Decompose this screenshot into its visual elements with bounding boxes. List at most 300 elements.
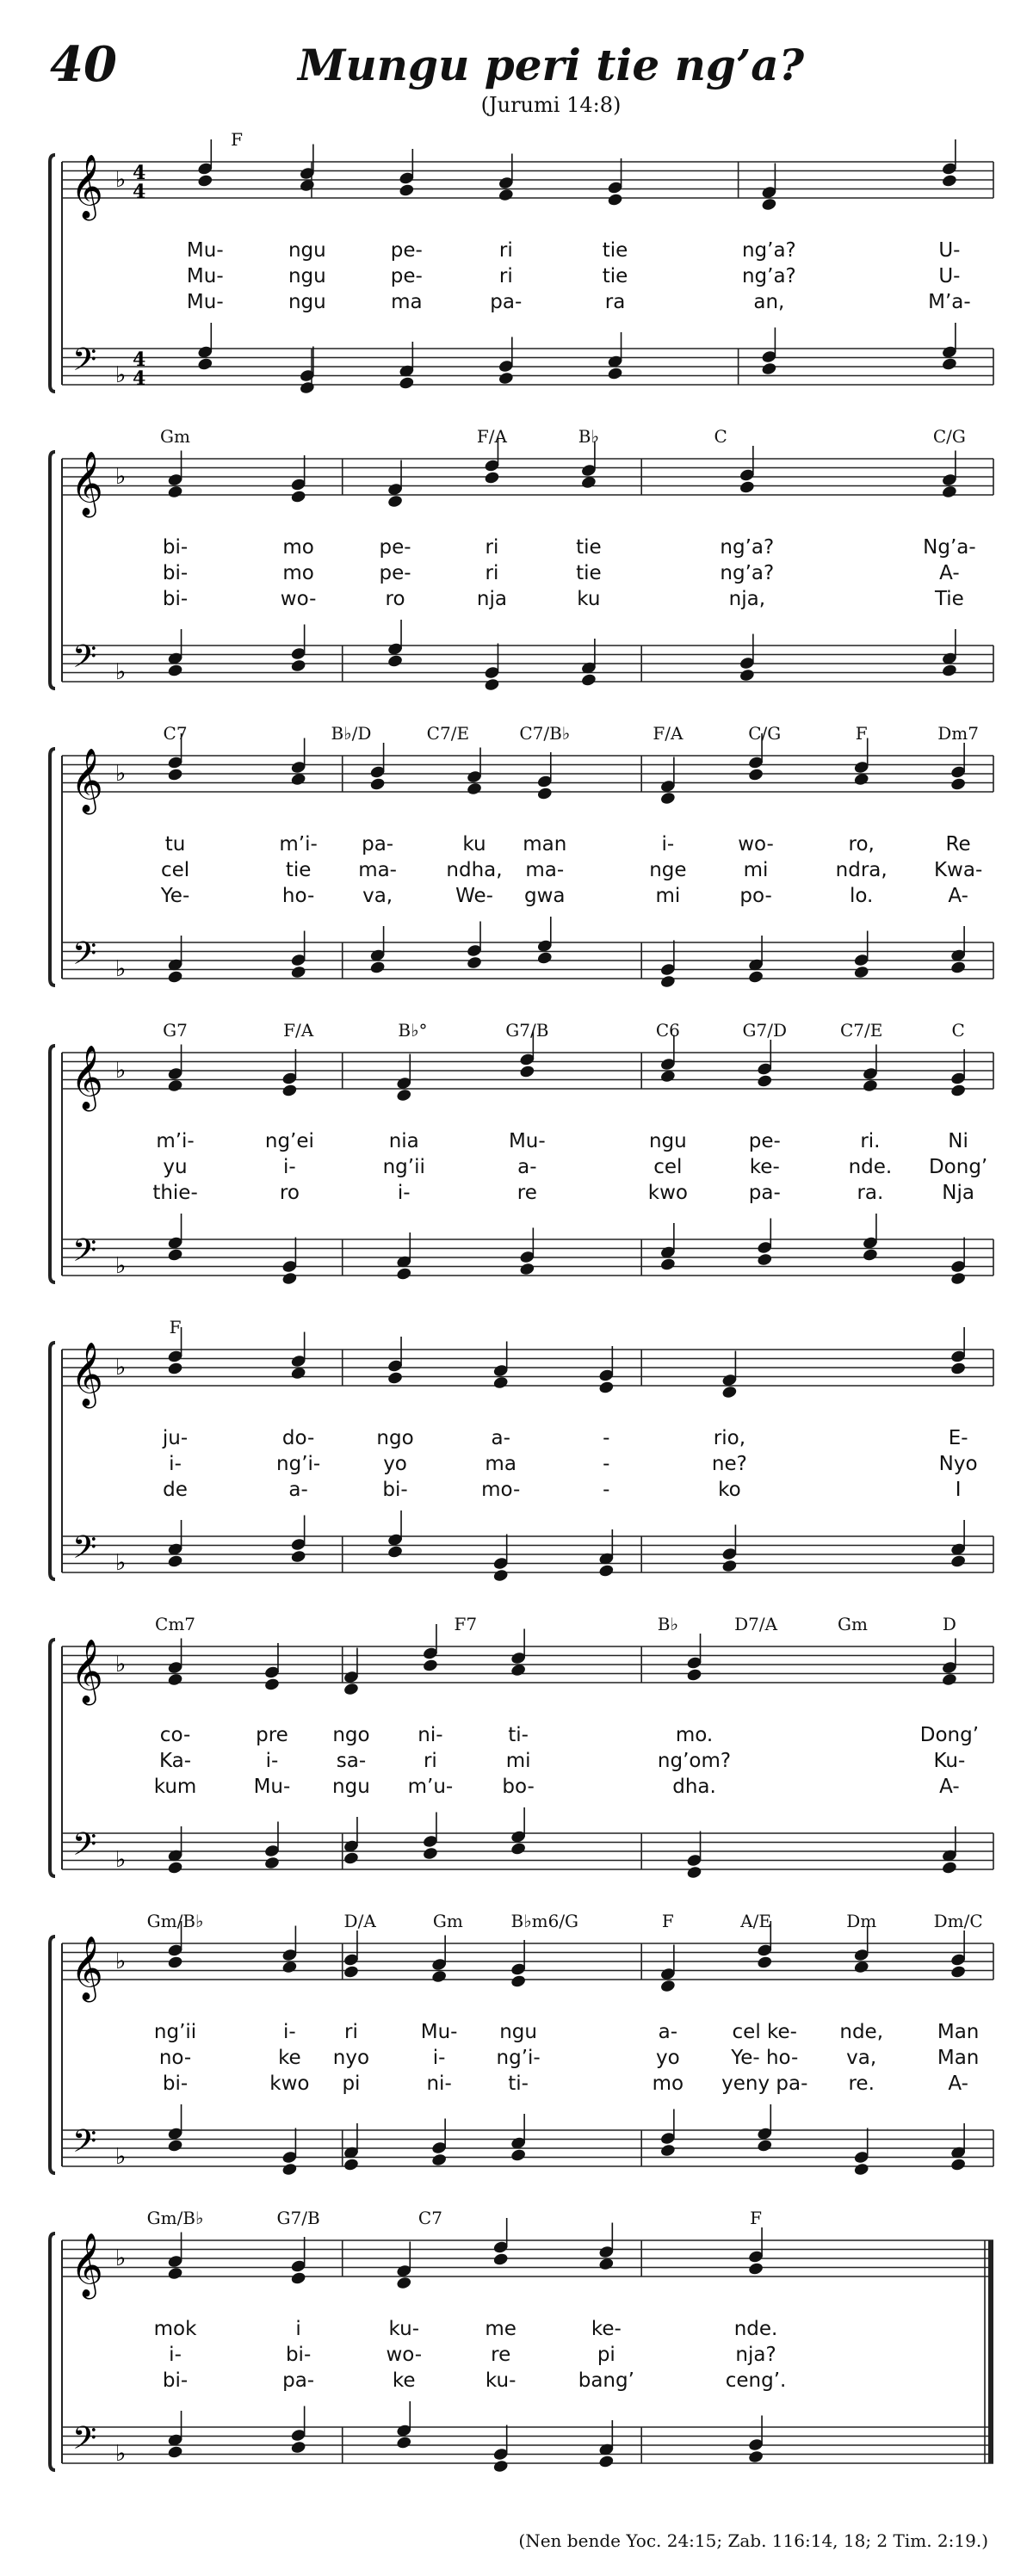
lyric-syllable: yo	[656, 2047, 680, 2069]
staff-graphics	[50, 426, 997, 701]
bass-note	[757, 2139, 773, 2153]
bass-note	[607, 367, 623, 381]
lyric-syllable: pa-	[282, 2369, 315, 2392]
chord-symbol: B♭°	[398, 1020, 428, 1041]
lyric-syllable: re	[516, 1182, 537, 1204]
lyric-syllable: ng’om?	[657, 1750, 732, 1772]
lyric-syllable: ceng’.	[725, 2369, 787, 2392]
lyric-syllable: i	[295, 2318, 301, 2340]
bass-note	[721, 1559, 738, 1573]
chord-symbol: C7	[418, 2208, 442, 2228]
bass-note	[498, 371, 514, 386]
chord-symbol: Dm7	[937, 723, 979, 744]
treble-note	[492, 2252, 509, 2267]
lyric-syllable: Ng’a-	[923, 536, 976, 559]
lyric-syllable: ri	[498, 265, 513, 287]
bass-note	[167, 1554, 183, 1569]
flat-key-signature-icon: ♭	[115, 956, 127, 982]
lyric-syllable: no-	[158, 2047, 192, 2069]
lyric-syllable: ng’i-	[276, 1453, 321, 1475]
treble-note	[399, 183, 415, 198]
chord-symbol: F7	[454, 1614, 478, 1634]
treble-note	[659, 791, 676, 806]
lyric-syllable: ro	[385, 588, 405, 610]
treble-note	[281, 1084, 298, 1098]
chord-symbol: D/A	[343, 1911, 376, 1931]
lyric-syllable: i-	[169, 1453, 182, 1475]
chord-symbol: G7/D	[742, 1020, 788, 1041]
bass-note	[399, 376, 415, 391]
flat-key-signature-icon: ♭	[115, 2144, 127, 2170]
lyric-syllable: ngu	[288, 265, 326, 287]
treble-note	[950, 1362, 967, 1376]
chord-symbol: F/A	[476, 426, 507, 447]
bass-note	[492, 1568, 509, 1583]
bass-note	[422, 1846, 438, 1861]
lyric-syllable: bi-	[162, 2369, 189, 2392]
bass-note	[941, 1861, 957, 1875]
lyric-syllable: ma	[391, 291, 423, 313]
bass-note	[281, 1271, 298, 1286]
treble-note	[290, 490, 306, 504]
lyric-syllable: ke	[392, 2369, 416, 2392]
lyric-syllable: ke	[278, 2047, 301, 2069]
chord-symbol: F	[169, 1317, 182, 1337]
treble-clef-icon: 𝄞	[71, 1343, 103, 1406]
chord-symbol: C7/E	[840, 1020, 883, 1041]
bass-note	[659, 2143, 676, 2158]
treble-note	[747, 2262, 764, 2276]
bass-note	[290, 965, 306, 979]
lyric-syllable: Ni	[948, 1130, 968, 1152]
lyric-syllable: re	[491, 2344, 511, 2366]
lyric-syllable: wo-	[738, 833, 774, 856]
treble-note	[757, 1074, 773, 1089]
bass-clef-icon: 𝄢	[72, 2420, 97, 2464]
lyric-syllable: ro	[279, 1182, 300, 1204]
chord-symbol: C6	[655, 1020, 680, 1041]
page-title: Mungu peri tie ng’a?	[297, 40, 804, 90]
bass-note	[167, 664, 183, 678]
lyric-syllable: i-	[265, 1750, 279, 1772]
lyric-syllable: ri	[498, 239, 513, 262]
lyric-syllable: Dong’	[928, 1156, 988, 1178]
lyric-syllable: U-	[938, 265, 961, 287]
chord-symbol: D7/A	[734, 1614, 778, 1634]
bass-clef-icon: 𝄢	[72, 1826, 97, 1870]
chord-symbol: F	[231, 129, 244, 150]
bass-note	[950, 1554, 967, 1569]
lyric-syllable: E-	[948, 1427, 968, 1449]
bass-note	[598, 2455, 615, 2469]
lyric-syllable: bi-	[162, 588, 189, 610]
treble-note	[167, 1078, 183, 1093]
lyric-syllable: an,	[753, 291, 785, 313]
lyric-syllable: po-	[739, 885, 772, 907]
lyric-syllable: Ku-	[933, 1750, 966, 1772]
lyric-syllable: Ye-	[160, 885, 190, 907]
chord-symbol: Gm	[837, 1614, 868, 1634]
treble-note	[484, 471, 500, 485]
flat-key-signature-icon: ♭	[115, 659, 127, 685]
bass-note	[950, 2158, 967, 2172]
treble-note	[167, 768, 183, 782]
lyric-syllable: A-	[948, 2073, 968, 2095]
treble-note	[431, 1969, 448, 1984]
treble-note	[739, 480, 755, 495]
treble-clef-icon: 𝄞	[71, 1937, 103, 2000]
bass-note	[396, 2436, 412, 2450]
treble-note	[950, 1965, 967, 1980]
lyric-syllable: pe-	[390, 265, 423, 287]
chord-symbol: C/G	[932, 426, 966, 447]
lyric-syllable: cel	[160, 859, 190, 881]
treble-note	[167, 2266, 183, 2281]
lyric-syllable: yo	[383, 1453, 407, 1475]
bass-note	[167, 1248, 183, 1263]
bass-note	[466, 955, 482, 970]
lyric-syllable: A-	[939, 562, 960, 584]
treble-note	[167, 1672, 183, 1687]
lyric-syllable: ro,	[848, 833, 875, 856]
music-system-5	[50, 1317, 997, 1592]
staff-graphics	[50, 1317, 997, 1592]
treble-note	[167, 485, 183, 499]
bass-note	[747, 970, 764, 985]
chord-symbol: F	[661, 1911, 674, 1931]
lyric-syllable: wo-	[280, 588, 317, 610]
chord-symbol: C7/E	[426, 723, 470, 744]
bass-clef-icon: 𝄢	[72, 342, 97, 386]
svg-text:4: 4	[133, 368, 146, 390]
lyric-syllable: ni-	[418, 1724, 443, 1746]
scripture-reference: (Jurumi 14:8)	[480, 93, 622, 117]
chord-symbol: F	[855, 723, 868, 744]
bass-note	[853, 2162, 869, 2177]
lyric-syllable: ti-	[508, 2073, 529, 2095]
treble-note	[941, 485, 957, 499]
lyric-syllable: ngu	[332, 1776, 370, 1798]
flat-key-signature-icon: ♭	[115, 1652, 127, 1677]
chord-symbol: B♭	[578, 426, 599, 447]
lyric-syllable: a-	[491, 1427, 510, 1449]
lyric-syllable: Dong’	[919, 1724, 980, 1746]
chord-symbol: G7/B	[276, 2208, 320, 2228]
chord-symbol: Gm/B♭	[146, 2208, 204, 2228]
lyric-syllable: ma	[485, 1453, 516, 1475]
lyric-syllable: ne?	[711, 1453, 747, 1475]
lyric-syllable: ng’i-	[496, 2047, 541, 2069]
lyric-syllable: pe-	[748, 1130, 781, 1152]
lyric-syllable: gwa	[524, 885, 566, 907]
svg-text:4: 4	[133, 162, 146, 184]
chord-symbol: D	[942, 1614, 956, 1634]
treble-note	[492, 1375, 509, 1390]
flat-key-signature-icon: ♭	[115, 1550, 127, 1576]
bass-note	[167, 2139, 183, 2153]
lyric-syllable: pi	[342, 2073, 361, 2095]
lyric-syllable: A-	[939, 1776, 960, 1798]
lyric-syllable: Mu-	[420, 2021, 458, 2043]
lyric-syllable: ngu	[499, 2021, 537, 2043]
bass-note	[757, 1252, 773, 1267]
treble-note	[686, 1668, 702, 1683]
bass-note	[950, 1271, 967, 1286]
treble-note	[167, 1955, 183, 1970]
chord-symbol: C	[714, 426, 727, 447]
lyric-syllable: i-	[432, 2047, 446, 2069]
lyric-syllable: Man	[937, 2047, 980, 2069]
flat-key-signature-icon: ♭	[115, 2246, 127, 2271]
music-system-8	[50, 2208, 997, 2483]
lyric-syllable: i-	[661, 833, 675, 856]
chord-symbol: C7	[163, 723, 188, 744]
lyric-syllable: yu	[163, 1156, 188, 1178]
bass-note	[167, 1861, 183, 1875]
music-system-1	[50, 129, 997, 405]
lyric-syllable: ku	[462, 833, 486, 856]
lyric-syllable: pa-	[362, 833, 394, 856]
bass-note	[853, 965, 869, 979]
bass-note	[263, 1856, 280, 1870]
lyric-syllable: -	[603, 1479, 610, 1501]
flat-key-signature-icon: ♭	[115, 464, 127, 490]
music-system-6	[50, 1614, 997, 1889]
lyric-syllable: a-	[658, 2021, 678, 2043]
lyric-syllable: me	[485, 2318, 516, 2340]
bass-note	[510, 2148, 527, 2163]
lyric-syllable: tie	[602, 239, 628, 262]
lyric-syllable: i-	[283, 2021, 296, 2043]
lyric-syllable: bang’	[578, 2369, 634, 2392]
treble-note	[396, 2276, 412, 2290]
lyric-syllable: nde.	[848, 1156, 893, 1178]
treble-note	[721, 1385, 738, 1399]
treble-clef-icon: 𝄞	[71, 452, 103, 516]
lyric-syllable: -	[603, 1427, 610, 1449]
treble-note	[510, 1974, 527, 1989]
bass-note	[492, 2459, 509, 2474]
lyric-syllable: We-	[455, 885, 493, 907]
lyric-syllable: yeny pa-	[721, 2073, 808, 2095]
lyric-syllable: lo.	[850, 885, 874, 907]
lyric-syllable: a-	[288, 1479, 308, 1501]
svg-text:4: 4	[133, 181, 146, 203]
bass-note	[387, 1545, 403, 1560]
flat-key-signature-icon: ♭	[115, 1949, 127, 1974]
lyric-syllable: ho-	[281, 885, 315, 907]
lyric-syllable: tie	[285, 859, 312, 881]
lyric-syllable: U-	[938, 239, 961, 262]
bass-note	[739, 668, 755, 683]
lyric-syllable: pe-	[379, 562, 411, 584]
bass-note	[343, 2158, 359, 2172]
treble-note	[197, 174, 213, 188]
lyric-syllable: kwo	[647, 1182, 688, 1204]
treble-clef-icon: 𝄞	[71, 749, 103, 812]
lyric-syllable: pre	[256, 1724, 288, 1746]
lyric-syllable: ng’a?	[741, 265, 796, 287]
lyric-syllable: bi-	[162, 536, 189, 559]
lyric-syllable: Mu-	[508, 1130, 546, 1152]
lyric-syllable: Re	[945, 833, 971, 856]
treble-note	[387, 494, 403, 509]
bass-clef-icon: 𝄢	[72, 936, 97, 979]
lyric-syllable: bi-	[162, 562, 189, 584]
chord-symbol: F/A	[283, 1020, 314, 1041]
bass-note	[659, 1257, 676, 1272]
lyric-syllable: ng’a?	[741, 239, 796, 262]
chord-symbol: B♭/D	[331, 723, 372, 744]
lyric-syllable: man	[523, 833, 567, 856]
chord-symbol: Cm7	[155, 1614, 196, 1634]
lyric-syllable: co-	[159, 1724, 191, 1746]
chord-symbol: Dm/C	[933, 1911, 983, 1931]
treble-note	[598, 1381, 615, 1395]
lyric-syllable: ku-	[485, 2369, 516, 2392]
lyric-syllable: ngu	[648, 1130, 687, 1152]
lyric-syllable: ng’a?	[720, 562, 775, 584]
footer-references: (Nen bende Yoc. 24:15; Zab. 116:14, 18; 2 Tim. 2:19.)	[518, 2530, 988, 2551]
lyric-syllable: bi-	[382, 1479, 408, 1501]
lyric-syllable: ra	[604, 291, 626, 313]
lyric-syllable: Kwa-	[933, 859, 983, 881]
lyric-syllable: nia	[388, 1130, 419, 1152]
lyric-syllable: mo-	[481, 1479, 521, 1501]
lyric-syllable: cel ke-	[732, 2021, 797, 2043]
bass-note	[536, 951, 553, 966]
music-system-7	[50, 1911, 997, 2186]
lyric-syllable: do-	[281, 1427, 315, 1449]
lyric-syllable: nja,	[728, 588, 766, 610]
lyric-syllable: ku	[577, 588, 601, 610]
treble-note	[167, 1362, 183, 1376]
chord-symbol: Dm	[846, 1911, 877, 1931]
treble-note	[396, 1088, 412, 1103]
lyric-syllable: tu	[164, 833, 186, 856]
bass-note	[580, 673, 597, 688]
lyric-syllable: i-	[397, 1182, 411, 1204]
lyric-syllable: m’u-	[407, 1776, 454, 1798]
lyric-syllable: Man	[937, 2021, 980, 2043]
chord-symbol: C/G	[748, 723, 782, 744]
lyric-syllable: ng’ii	[153, 2021, 197, 2043]
hymn-number: 40	[50, 36, 117, 93]
chord-symbol: F/A	[653, 723, 684, 744]
lyric-syllable: rio,	[713, 1427, 746, 1449]
lyric-syllable: mi	[743, 859, 769, 881]
bass-note	[396, 1267, 412, 1282]
bass-clef-icon: 𝄢	[72, 639, 97, 683]
flat-key-signature-icon: ♭	[115, 362, 127, 388]
lyric-syllable: ke-	[591, 2318, 622, 2340]
treble-clef-icon: 𝄞	[71, 155, 103, 219]
bass-note	[431, 2153, 448, 2167]
lyric-syllable: nja?	[735, 2344, 776, 2366]
bass-note	[519, 1262, 535, 1276]
lyric-syllable: ri	[344, 2021, 358, 2043]
lyric-syllable: tie	[576, 562, 602, 584]
lyric-syllable: pe-	[379, 536, 411, 559]
lyric-syllable: va,	[846, 2047, 877, 2069]
treble-note	[343, 1682, 359, 1696]
treble-note	[263, 1677, 280, 1692]
treble-note	[607, 193, 623, 207]
treble-note	[761, 197, 777, 212]
flat-key-signature-icon: ♭	[115, 167, 127, 193]
bass-note	[387, 654, 403, 669]
lyric-syllable: ndra,	[835, 859, 888, 881]
treble-note	[466, 781, 482, 796]
treble-note	[519, 1065, 535, 1079]
lyric-syllable: sa-	[336, 1750, 367, 1772]
chord-symbol: B♭	[657, 1614, 678, 1634]
bass-note	[167, 970, 183, 985]
bass-note	[290, 658, 306, 673]
bass-clef-icon: 𝄢	[72, 1232, 97, 1276]
bass-note	[281, 2162, 298, 2177]
lyric-syllable: ri	[485, 562, 499, 584]
chord-symbol: C7/B♭	[519, 723, 571, 744]
bass-note	[761, 361, 777, 376]
treble-note	[498, 188, 514, 202]
lyric-syllable: ma-	[525, 859, 565, 881]
lyric-syllable: dha.	[672, 1776, 716, 1798]
treble-clef-icon: 𝄞	[71, 1640, 103, 1703]
lyric-syllable: m’i-	[279, 833, 318, 856]
lyric-syllable: mo	[652, 2073, 684, 2095]
bass-note	[369, 961, 386, 975]
lyric-syllable: pa-	[490, 291, 523, 313]
flat-key-signature-icon: ♭	[115, 1847, 127, 1873]
lyric-syllable: ngu	[288, 239, 326, 262]
lyric-syllable: m’i-	[156, 1130, 195, 1152]
music-system-4	[50, 1020, 997, 1295]
lyric-syllable: Nja	[942, 1182, 974, 1204]
bass-note	[484, 677, 500, 692]
treble-note	[387, 1371, 403, 1386]
lyric-syllable: ku-	[388, 2318, 419, 2340]
flat-key-signature-icon: ♭	[115, 1355, 127, 1381]
lyric-syllable: nge	[649, 859, 687, 881]
treble-note	[659, 1979, 676, 1993]
svg-text:4: 4	[133, 349, 146, 371]
lyric-syllable: tie	[576, 536, 602, 559]
lyric-syllable: ng’ei	[264, 1130, 314, 1152]
treble-note	[950, 777, 967, 792]
bass-note	[862, 1248, 878, 1263]
lyric-syllable: Tie	[934, 588, 964, 610]
lyric-syllable: de	[163, 1479, 188, 1501]
flat-key-signature-icon: ♭	[115, 1253, 127, 1279]
chord-symbol: Gm	[432, 1911, 463, 1931]
lyric-syllable: ju-	[162, 1427, 189, 1449]
lyric-syllable: re.	[848, 2073, 875, 2095]
bass-note	[747, 2449, 764, 2464]
lyric-syllable: mi	[655, 885, 681, 907]
treble-note	[862, 1078, 878, 1093]
lyric-syllable: pe-	[390, 239, 423, 262]
bass-note	[197, 357, 213, 372]
lyric-syllable: ra.	[857, 1182, 884, 1204]
lyric-syllable: ngu	[288, 291, 326, 313]
lyric-syllable: -	[603, 1453, 610, 1475]
lyric-syllable: ni-	[426, 2073, 452, 2095]
treble-note	[747, 768, 764, 782]
lyric-syllable: ri.	[860, 1130, 881, 1152]
bass-note	[941, 664, 957, 678]
lyric-syllable: ri	[485, 536, 499, 559]
